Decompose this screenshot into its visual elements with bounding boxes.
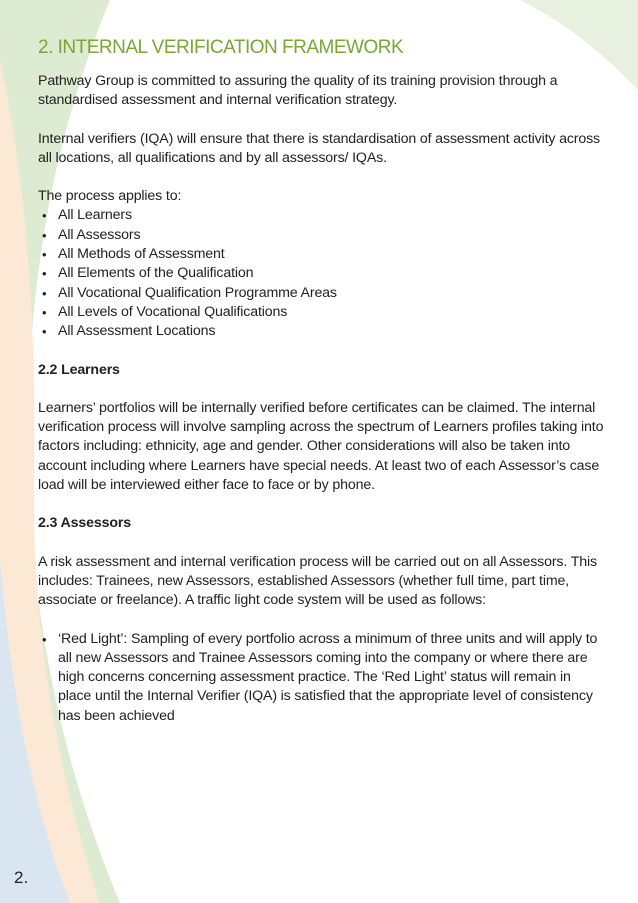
- section-title: 2. INTERNAL VERIFICATION FRAMEWORK: [38, 37, 404, 58]
- process-lead: The process applies to:: [38, 188, 182, 205]
- list-item: • All Levels of Vocational Qualifications: [38, 303, 606, 322]
- intro-paragraph-2: Internal verifiers (IQA) will ensure that there is standardisation of assessment activity across all locations, all qualifications and by all assessors/ IQAs.: [38, 130, 601, 166]
- process-list: [38, 206, 606, 341]
- list-item: • All Elements of the Qualification: [38, 264, 606, 283]
- assessors-heading: 2.3 Assessors: [38, 515, 131, 532]
- bullet-icon: •: [42, 247, 47, 263]
- learners-paragraph: Learners’ portfolios will be internally verified before certificates can be claimed. The internal verification process will involve sampling across the spectrum of Learners profiles taking into factors including: ethnicity, age and gender. Other considerations will also be taken into account including where Learners have special needs. At least two of each Assessor’s case load will be interviewed either face to face or by phone.: [38, 399, 604, 494]
- bullet-icon: •: [42, 208, 47, 224]
- bullet-icon: •: [42, 304, 47, 320]
- list-item: • All Vocational Qualification Programme Areas: [38, 284, 606, 303]
- assessors-paragraph: A risk assessment and internal verification process will be carried out on all Assessors. This includes: Trainees, new Assessors, established Assessors (whether full time, part time, associate or freelance). A traffic light code system will be used as follows:: [38, 553, 597, 609]
- list-item: • All Assessment Locations: [38, 322, 606, 341]
- list-item: • All Learners: [38, 206, 606, 225]
- bullet-icon: •: [42, 227, 47, 243]
- bullet-icon: •: [42, 631, 47, 647]
- traffic-light-list: [38, 630, 606, 726]
- document-body: [38, 36, 606, 726]
- list-item: • All Methods of Assessment: [38, 245, 606, 264]
- page-number: 2.: [14, 868, 29, 887]
- list-item: • ‘Red Light’: Sampling of every portfolio across a minimum of three units and will apply to all new Assessors and Trainee Assessors coming into the company or where there are high concerns concerning assessment practice. The ‘Red Light’ status will remain in place until the Internal Verifier (IQA) is satisfied that the appropriate level of consistency has been achieved: [42, 630, 598, 724]
- bullet-icon: •: [42, 266, 47, 282]
- bullet-icon: •: [42, 285, 47, 301]
- intro-paragraph-1: Pathway Group is committed to assuring the quality of its training provision through a standardised assessment and internal verification strategy.: [38, 73, 558, 109]
- bullet-icon: •: [42, 324, 47, 340]
- list-item: • All Assessors: [38, 226, 606, 245]
- learners-heading: 2.2 Learners: [38, 361, 120, 378]
